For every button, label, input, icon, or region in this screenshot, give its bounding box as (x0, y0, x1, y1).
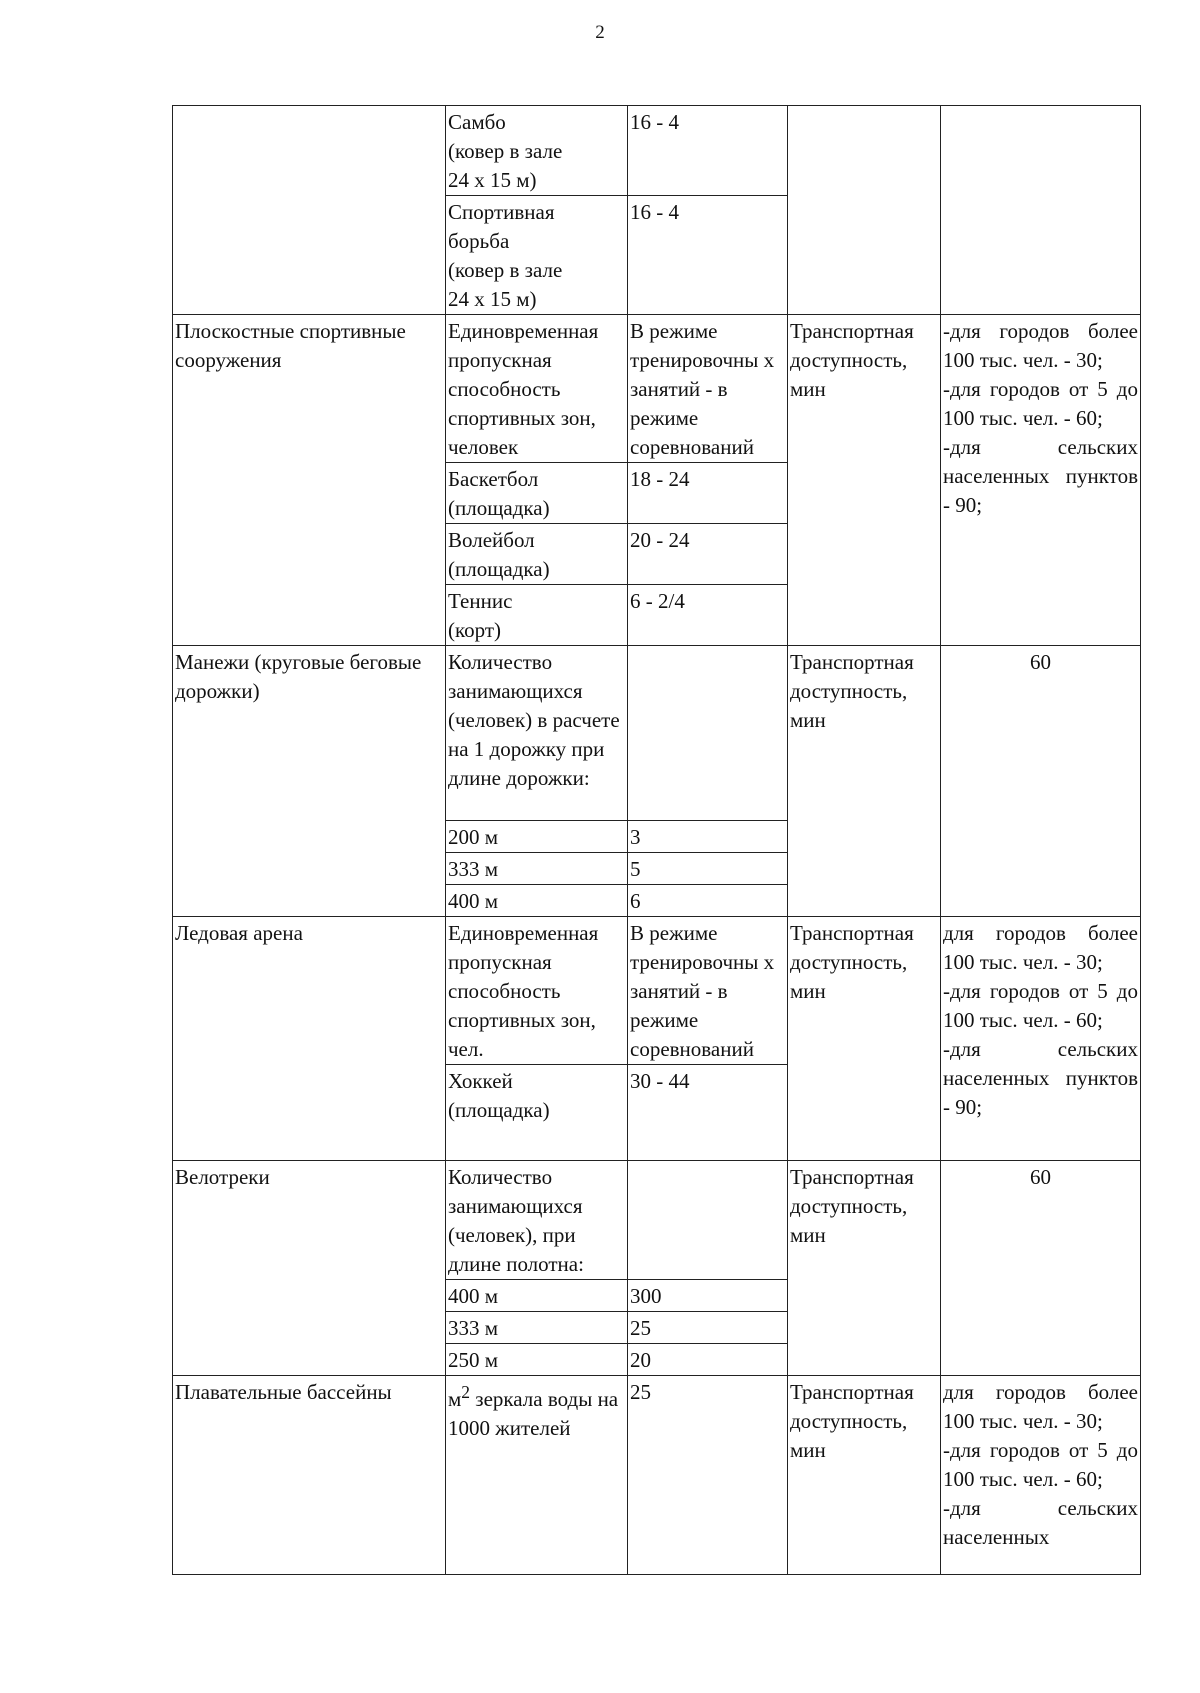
table-row (173, 315, 1141, 463)
facility-title: Манежи (круговые беговые дорожки) (173, 646, 446, 917)
access-cell: Транспортная доступность, мин (788, 1376, 941, 1575)
sport-name-cell: Спортивная борьба (ковер в зале 24 х 15 м) (446, 196, 628, 315)
norm-cell: для городов более 100 тыс. чел. - 30; -для городов от 5 до 100 тыс. чел. - 60; -для сельских населенных (941, 1376, 1141, 1575)
sports-facilities-table (172, 105, 1141, 1575)
length-cell: 200 м (446, 821, 628, 853)
sport-value-cell: 30 - 44 (628, 1065, 788, 1161)
sport-name-cell: Самбо (ковер в зале 24 х 15 м) (446, 106, 628, 196)
facility-title: Плавательные бассейны (173, 1376, 446, 1575)
norm-cell: для городов более 100 тыс. чел. - 30; -для городов от 5 до 100 тыс. чел. - 60; -для сельских населенных пунктов - 90; (941, 917, 1141, 1161)
access-cell: Транспортная доступность, мин (788, 1161, 941, 1376)
sport-name-cell: Волейбол (площадка) (446, 524, 628, 585)
table-row (173, 646, 1141, 821)
norm-cell: -для городов более 100 тыс. чел. - 30; -для городов от 5 до 100 тыс. чел. - 60; -для сельских населенных пунктов - 90; (941, 315, 1141, 646)
length-value-cell: 300 (628, 1280, 788, 1312)
length-cell: 333 м (446, 1312, 628, 1344)
indicator-superscript: 2 (461, 1382, 471, 1402)
sport-value-cell: 25 (628, 1376, 788, 1575)
length-cell: 333 м (446, 853, 628, 885)
access-cell: Транспортная доступность, мин (788, 315, 941, 646)
indicator-cell: Единовременная пропускная способность спортивных зон, человек (446, 315, 628, 463)
empty-title-cell (173, 106, 446, 315)
indicator-unit: м (448, 1387, 462, 1411)
indicator-cell: Единовременная пропускная способность спортивных зон, чел. (446, 917, 628, 1065)
table-row (173, 1376, 1141, 1575)
length-value-cell: 5 (628, 853, 788, 885)
empty-access-cell (788, 106, 941, 315)
table-row (173, 106, 1141, 196)
sport-value-cell: 20 - 24 (628, 524, 788, 585)
length-cell: 400 м (446, 885, 628, 917)
sport-name-cell: Баскетбол (площадка) (446, 463, 628, 524)
length-value-cell: 25 (628, 1312, 788, 1344)
length-value-cell: 20 (628, 1344, 788, 1376)
length-cell: 400 м (446, 1280, 628, 1312)
access-cell: Транспортная доступность, мин (788, 917, 941, 1161)
mode-cell: В режиме тренировочны х занятий - в режиме соревнований (628, 917, 788, 1065)
table-row (173, 917, 1141, 1065)
sport-value-cell: 16 - 4 (628, 106, 788, 196)
facility-title: Плоскостные спортивные сооружения (173, 315, 446, 646)
sport-value-cell: 18 - 24 (628, 463, 788, 524)
sport-value-cell: 6 - 2/4 (628, 585, 788, 646)
sport-name-cell: Теннис (корт) (446, 585, 628, 646)
page-number: 2 (595, 22, 605, 43)
length-value-cell: 6 (628, 885, 788, 917)
indicator-cell: Количество занимающихся (человек) в расчете на 1 дорожку при длине дорожки: (446, 646, 628, 821)
facility-title: Велотреки (173, 1161, 446, 1376)
indicator-cell (446, 1376, 628, 1575)
empty-norm-cell (941, 106, 1141, 315)
indicator-cell: Количество занимающихся (человек), при длине полотна: (446, 1161, 628, 1280)
norm-cell: 60 (941, 646, 1141, 917)
empty-value-cell (628, 1161, 788, 1280)
length-cell: 250 м (446, 1344, 628, 1376)
empty-value-cell (628, 646, 788, 821)
facility-title: Ледовая арена (173, 917, 446, 1161)
norm-cell: 60 (941, 1161, 1141, 1376)
access-cell: Транспортная доступность, мин (788, 646, 941, 917)
length-value-cell: 3 (628, 821, 788, 853)
sport-value-cell: 16 - 4 (628, 196, 788, 315)
indicator-text: зеркала воды на 1000 жителей (448, 1387, 619, 1440)
sport-name-cell: Хоккей (площадка) (446, 1065, 628, 1161)
table-row (173, 1161, 1141, 1280)
mode-cell: В режиме тренировочны х занятий - в режиме соревнований (628, 315, 788, 463)
